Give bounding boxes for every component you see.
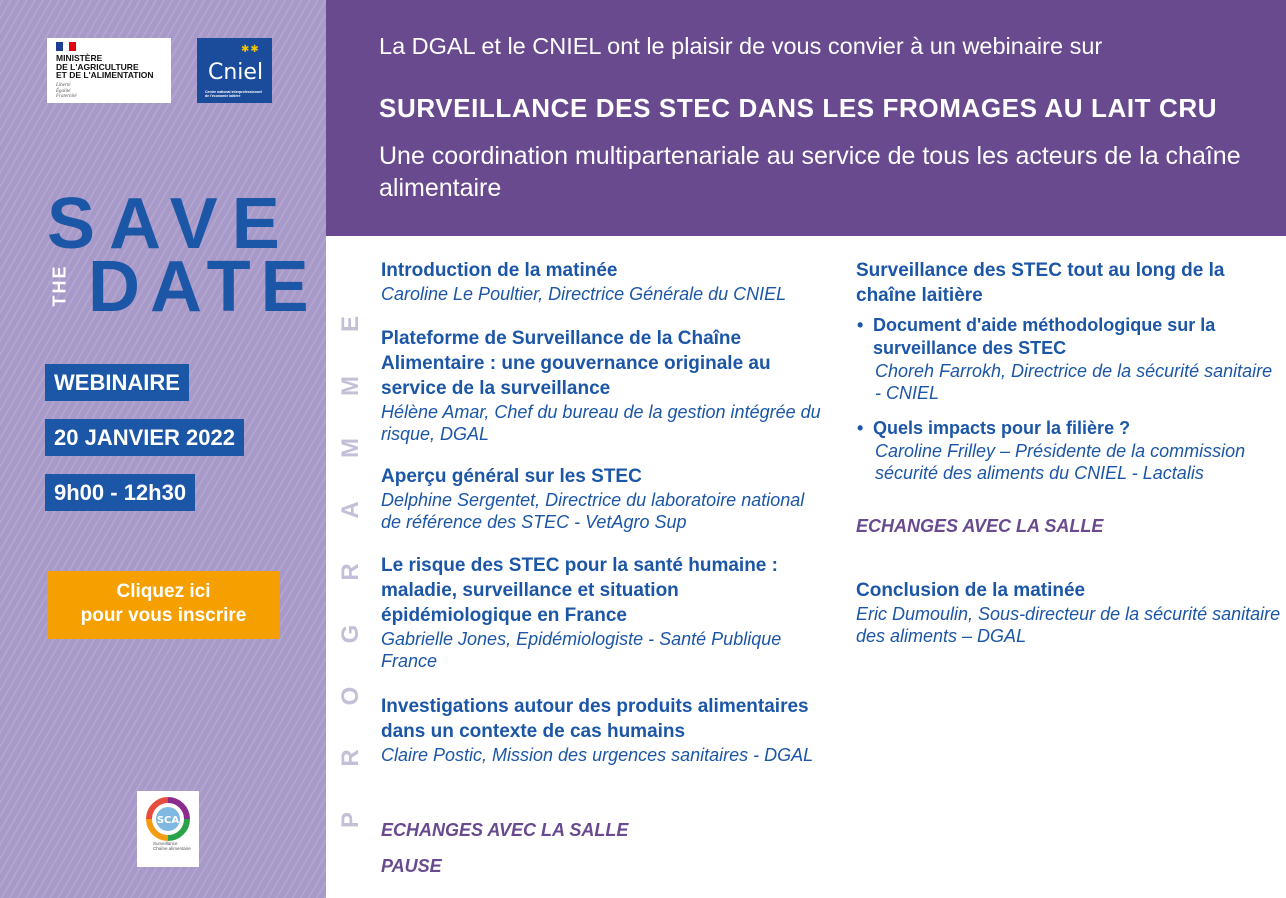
programme-item <box>856 578 1281 647</box>
item-title: Le risque des STEC pour la santé humaine : maladie, surveillance et situation épidémiologique en France <box>381 555 778 626</box>
left-panel <box>0 0 326 898</box>
item-speaker: Caroline Le Poultier, Directrice Générale du CNIEL <box>381 284 787 304</box>
ministere-motto: Liberté Égalité Fraternité <box>56 83 77 99</box>
programme-item <box>381 464 826 533</box>
item-title: Conclusion de la matinée <box>856 580 1086 601</box>
sca-short: SCA <box>156 815 180 826</box>
programme-item <box>381 553 826 672</box>
sca-logo <box>137 791 199 867</box>
header-banner <box>326 0 1286 236</box>
echanges-label: ECHANGES AVEC LA SALLE <box>381 820 629 840</box>
the-label-wrap <box>49 255 71 317</box>
sca-ring-icon <box>146 797 190 841</box>
date-badge: 20 JANVIER 2022 <box>45 419 244 456</box>
register-label-1: Cliquez ici <box>116 581 211 602</box>
programme-letter: M <box>337 376 364 396</box>
programme-letter: R <box>337 563 364 581</box>
section-title: Surveillance des STEC tout au long de la chaîne laitière <box>856 260 1225 306</box>
cniel-mark-icon: ✱✱ <box>241 44 260 55</box>
cniel-logo <box>197 38 272 103</box>
ministere-logo <box>47 38 171 103</box>
echanges-label: ECHANGES AVEC LA SALLE <box>856 516 1104 536</box>
programme-letter: R <box>337 749 364 767</box>
item-speaker: Delphine Sergentet, Directrice du laboratoire national de référence des STEC - VetAgro Sup <box>381 490 805 532</box>
programme-letter: O <box>337 686 364 706</box>
programme-label <box>336 312 366 832</box>
bullet-title: • Quels impacts pour la filière ? <box>856 417 1281 440</box>
bullet-item <box>856 314 1281 404</box>
date-heading: DATE <box>88 247 319 327</box>
french-flag-icon <box>56 42 76 51</box>
main-title: SURVEILLANCE DES STEC DANS LES FROMAGES AU LAIT CRU <box>379 93 1218 123</box>
pause-label: PAUSE <box>381 856 442 876</box>
sca-caption: Surveillance Chaîne alimentaire <box>153 841 191 851</box>
programme-item <box>381 258 826 305</box>
programme-item <box>381 694 826 766</box>
bullet-speaker: Choreh Farrokh, Directrice de la sécurité sanitaire - CNIEL <box>875 361 1273 403</box>
intro-text: La DGAL et le CNIEL ont le plaisir de vous convier à un webinaire sur <box>379 33 1103 59</box>
bullet-speaker: Caroline Frilley – Présidente de la commission sécurité des aliments du CNIEL - Lactalis <box>875 441 1246 483</box>
programme-letter: G <box>337 624 364 644</box>
cniel-name: Cniel <box>208 60 264 85</box>
the-label: THE <box>49 264 70 307</box>
item-title: Aperçu général sur les STEC <box>381 466 642 487</box>
bullet-item <box>856 417 1281 484</box>
register-label-2: pour vous inscrire <box>80 605 247 626</box>
bullet-title: • Document d'aide méthodologique sur la surveillance des STEC <box>856 314 1281 360</box>
save-heading: SAVE <box>47 184 294 264</box>
register-button[interactable] <box>47 571 280 639</box>
item-title: Investigations autour des produits alimentaires dans un contexte de cas humains <box>381 696 809 742</box>
programme-letter: M <box>337 438 364 458</box>
section-title-wrap <box>856 258 1281 308</box>
cniel-tagline: Centre national interprofessionnel de l'économie laitière <box>205 90 262 98</box>
webinaire-badge: WEBINAIRE <box>45 364 189 401</box>
ministere-name: MINISTÈRE DE L'AGRICULTURE ET DE L'ALIMENTATION <box>56 53 154 80</box>
item-speaker: Gabrielle Jones, Epidémiologiste - Santé Publique France <box>381 629 782 671</box>
subtitle: Une coordination multipartenariale au service de tous les acteurs de la chaîne alimentaire <box>379 142 1241 202</box>
item-title: Plateforme de Surveillance de la Chaîne Alimentaire : une gouvernance originale au service de la surveillance <box>381 328 771 399</box>
programme-letter: P <box>337 812 364 829</box>
item-title: Introduction de la matinée <box>381 260 618 281</box>
item-speaker: Eric Dumoulin, Sous-directeur de la sécurité sanitaire des aliments – DGAL <box>856 604 1281 646</box>
item-speaker: Claire Postic, Mission des urgences sanitaires - DGAL <box>381 745 814 765</box>
time-badge: 9h00 - 12h30 <box>45 474 195 511</box>
programme-letter: E <box>337 316 364 333</box>
programme-letter: A <box>337 501 364 519</box>
item-speaker: Hélène Amar, Chef du bureau de la gestion intégrée du risque, DGAL <box>381 402 821 444</box>
programme-item <box>381 326 826 445</box>
